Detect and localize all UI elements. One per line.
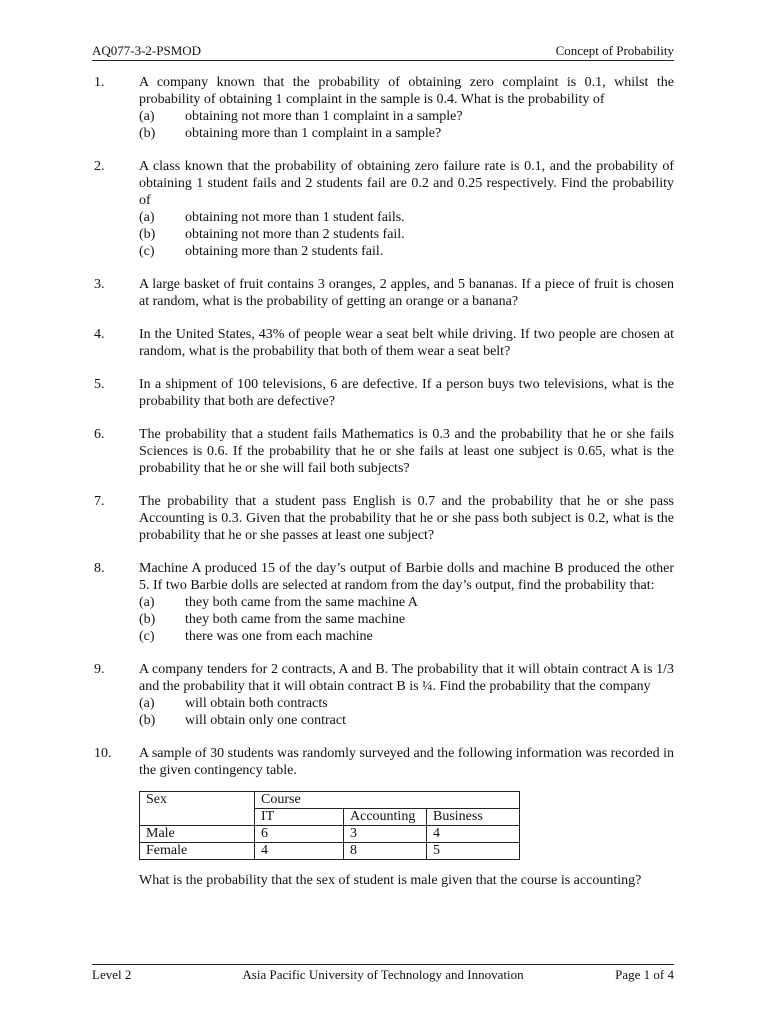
table-cell: 4 bbox=[255, 843, 344, 860]
question-text: A company known that the probability of obtaining zero complaint is 0.1, whilst the probability of obtaining 1 complaint in the sample is 0.4. What is the probability of bbox=[139, 75, 674, 107]
table-header-sex: Sex bbox=[140, 792, 255, 826]
contingency-table bbox=[139, 791, 520, 860]
question-number: 1. bbox=[94, 75, 105, 90]
sub-letter: (b) bbox=[139, 126, 156, 141]
question-number: 7. bbox=[94, 494, 105, 509]
question-text: The probability that a student pass English is 0.7 and the probability that he or she pass Accounting is 0.3. Given that the probability that he or she pass both subject is 0.2, what is the probability that he or she passes at least one subject? bbox=[139, 494, 674, 543]
question-followup: What is the probability that the sex of student is male given that the course is accounting? bbox=[139, 873, 642, 888]
table-header-row bbox=[140, 792, 520, 809]
footer-level: Level 2 bbox=[92, 967, 132, 982]
sub-letter: (b) bbox=[139, 227, 156, 242]
sub-question bbox=[139, 712, 674, 729]
table-cell: 4 bbox=[427, 826, 520, 843]
module-code: AQ077-3-2-PSMOD bbox=[92, 43, 202, 58]
sub-letter: (a) bbox=[139, 210, 155, 225]
question-number: 2. bbox=[94, 159, 105, 174]
footer-page-number: Page 1 of 4 bbox=[615, 967, 674, 982]
table-cell: 8 bbox=[344, 843, 427, 860]
table-row-label: Female bbox=[140, 843, 255, 860]
table-row bbox=[140, 843, 520, 860]
table-column-header: Business bbox=[427, 809, 520, 826]
sub-text: they both came from the same machine A bbox=[185, 595, 418, 610]
sub-letter: (b) bbox=[139, 713, 156, 728]
sub-question bbox=[139, 209, 674, 226]
table-column-header: IT bbox=[255, 809, 344, 826]
sub-text: will obtain only one contract bbox=[185, 713, 346, 728]
question-1 bbox=[94, 74, 674, 142]
question-4 bbox=[94, 326, 674, 360]
sub-letter: (a) bbox=[139, 109, 155, 124]
question-list bbox=[94, 74, 674, 905]
sub-text: will obtain both contracts bbox=[185, 696, 328, 711]
table-row bbox=[140, 826, 520, 843]
sub-letter: (a) bbox=[139, 595, 155, 610]
sub-question bbox=[139, 243, 674, 260]
sub-question bbox=[139, 594, 674, 611]
question-9 bbox=[94, 661, 674, 729]
sub-text: obtaining not more than 2 students fail. bbox=[185, 227, 405, 242]
sub-text: obtaining more than 1 complaint in a sample? bbox=[185, 126, 442, 141]
table-header-course: Course bbox=[255, 792, 520, 809]
table-column-header: Accounting bbox=[344, 809, 427, 826]
sub-letter: (c) bbox=[139, 629, 155, 644]
question-number: 6. bbox=[94, 427, 105, 442]
question-text: A sample of 30 students was randomly surveyed and the following information was recorded in the given contingency table. bbox=[139, 746, 674, 778]
question-number: 3. bbox=[94, 277, 105, 292]
table-row-label: Male bbox=[140, 826, 255, 843]
question-text: A large basket of fruit contains 3 oranges, 2 apples, and 5 bananas. If a piece of fruit is chosen at random, what is the probability of getting an orange or a banana? bbox=[139, 277, 674, 309]
question-text: In a shipment of 100 televisions, 6 are defective. If a person buys two televisions, what is the probability that both are defective? bbox=[139, 377, 674, 409]
question-6 bbox=[94, 426, 674, 477]
sub-question bbox=[139, 125, 674, 142]
sub-question bbox=[139, 695, 674, 712]
header-title: Concept of Probability bbox=[555, 43, 674, 58]
question-2 bbox=[94, 158, 674, 260]
question-number: 4. bbox=[94, 327, 105, 342]
question-text: Machine A produced 15 of the day’s output of Barbie dolls and machine B produced the other 5. If two Barbie dolls are selected at random from the day’s output, find the probability that: bbox=[139, 561, 674, 593]
sub-letter: (c) bbox=[139, 244, 155, 259]
sub-question bbox=[139, 611, 674, 628]
question-3 bbox=[94, 276, 674, 310]
sub-question bbox=[139, 628, 674, 645]
question-10 bbox=[94, 745, 674, 889]
page-footer bbox=[92, 964, 674, 985]
sub-question bbox=[139, 226, 674, 243]
page-header bbox=[92, 43, 674, 61]
question-5 bbox=[94, 376, 674, 410]
question-8 bbox=[94, 560, 674, 645]
sub-text: obtaining more than 2 students fail. bbox=[185, 244, 384, 259]
footer-institution: Asia Pacific University of Technology and Innovation bbox=[242, 967, 524, 982]
table-cell: 6 bbox=[255, 826, 344, 843]
table-cell: 5 bbox=[427, 843, 520, 860]
sub-text: they both came from the same machine bbox=[185, 612, 406, 627]
sub-letter: (a) bbox=[139, 696, 155, 711]
question-text: A company tenders for 2 contracts, A and B. The probability that it will obtain contract A is 1/3 and the probability that it will obtain contract B is ¼. Find the probability that the company bbox=[139, 662, 674, 694]
sub-letter: (b) bbox=[139, 612, 156, 627]
question-text: In the United States, 43% of people wear a seat belt while driving. If two people are chosen at random, what is the probability that both of them wear a seat belt? bbox=[139, 327, 674, 359]
question-7 bbox=[94, 493, 674, 544]
sub-text: obtaining not more than 1 student fails. bbox=[185, 210, 405, 225]
question-text: The probability that a student fails Mathematics is 0.3 and the probability that he or she fails Sciences is 0.6. If the probability that he or she fails at least one subject is 0.65, what is the probability that he or she will fail both subjects? bbox=[139, 427, 674, 476]
question-number: 9. bbox=[94, 662, 105, 677]
sub-text: obtaining not more than 1 complaint in a sample? bbox=[185, 109, 463, 124]
question-number: 8. bbox=[94, 561, 105, 576]
question-number: 5. bbox=[94, 377, 105, 392]
sub-text: there was one from each machine bbox=[185, 629, 373, 644]
sub-question bbox=[139, 108, 674, 125]
question-number: 10. bbox=[94, 746, 112, 761]
table-cell: 3 bbox=[344, 826, 427, 843]
question-text: A class known that the probability of obtaining zero failure rate is 0.1, and the probability of obtaining 1 student fails and 2 students fail are 0.2 and 0.25 respectively. Find the probability of bbox=[139, 159, 674, 208]
